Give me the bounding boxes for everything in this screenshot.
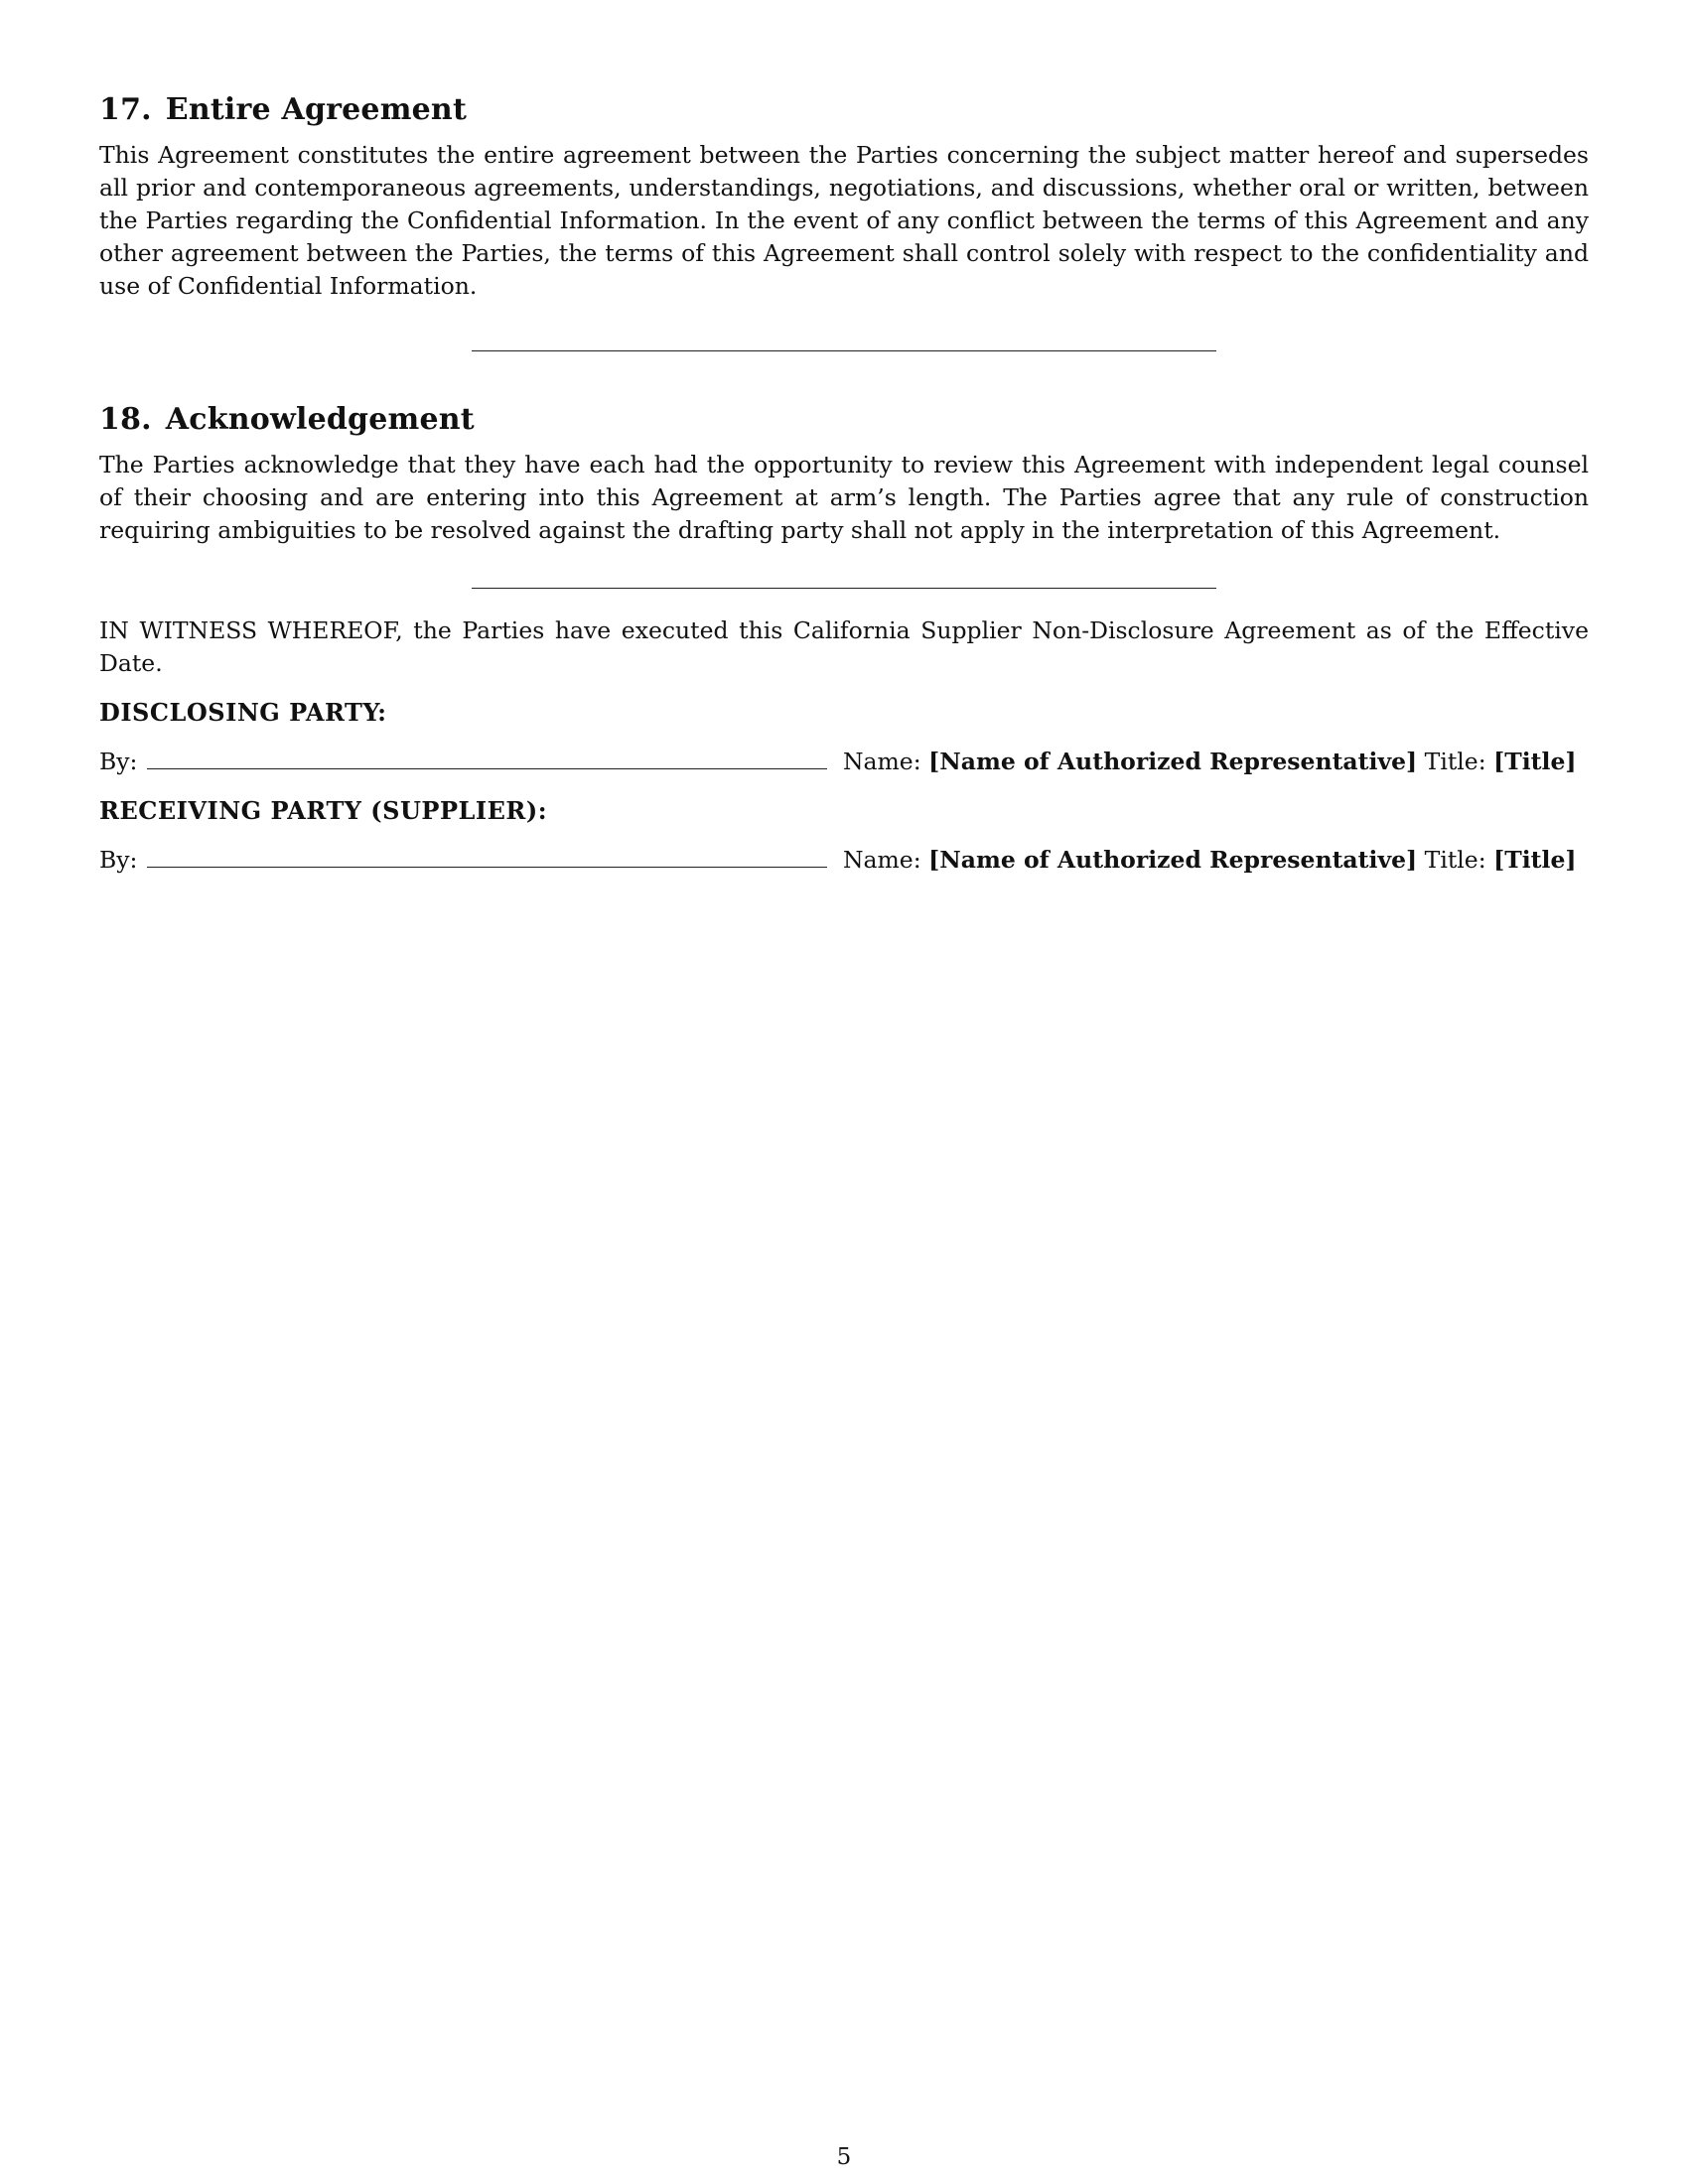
page-content (99, 91, 1589, 877)
section-number: 17. (99, 92, 152, 127)
section-heading-entire-agreement (99, 91, 1589, 129)
name-label: Name: (842, 748, 921, 775)
name-placeholder: [Name of Authorized Representative] (928, 748, 1418, 775)
title-placeholder: [Title] (1493, 846, 1577, 874)
by-label: By: (99, 748, 138, 775)
page-number: 5 (836, 2144, 852, 2170)
section-body-entire-agreement: This Agreement constitutes the entire agreement between the Parties concerning the subject matter hereof and supersedes all prior and contemporaneous agreements, understandings, negotiations, and discussions, whether oral or written, between the Parties regarding the Confidential Information. In the event of any conflict between the terms of this Agreement and any other agreement between the Parties, the terms of this Agreement shall control solely with respect to the confidentiality and use of Confidential Information. (99, 141, 1589, 300)
section-divider (472, 350, 1216, 351)
section-number: 18. (99, 402, 152, 437)
name-placeholder: [Name of Authorized Representative] (928, 846, 1418, 874)
receiving-party-heading: RECEIVING PARTY (SUPPLIER): (99, 796, 548, 825)
signature-line[interactable] (147, 747, 827, 769)
section-divider (472, 588, 1216, 589)
title-label: Title: (1424, 748, 1486, 775)
title-label: Title: (1424, 846, 1486, 874)
disclosing-party-heading: DISCLOSING PARTY: (99, 698, 387, 727)
witness-statement: IN WITNESS WHEREOF, the Parties have executed this California Supplier Non-Disclosure Agreement as of the Effective Date. (99, 616, 1589, 677)
name-label: Name: (842, 846, 921, 874)
disclosing-party-signature-block (99, 746, 1589, 778)
receiving-party-signature-block (99, 844, 1589, 877)
section-body-acknowledgement: The Parties acknowledge that they have each had the opportunity to review this Agreement with independent legal counsel of their choosing and are entering into this Agreement at arm’s length. The Parties agree that any rule of construction requiring ambiguities to be resolved against the drafting party shall not apply in the interpretation of this Agreement. (99, 451, 1589, 544)
section-title: Acknowledgement (165, 402, 475, 437)
section-title: Entire Agreement (165, 92, 467, 127)
title-placeholder: [Title] (1493, 748, 1577, 775)
signature-line[interactable] (147, 845, 827, 868)
section-heading-acknowledgement (99, 401, 1589, 439)
by-label: By: (99, 846, 138, 874)
